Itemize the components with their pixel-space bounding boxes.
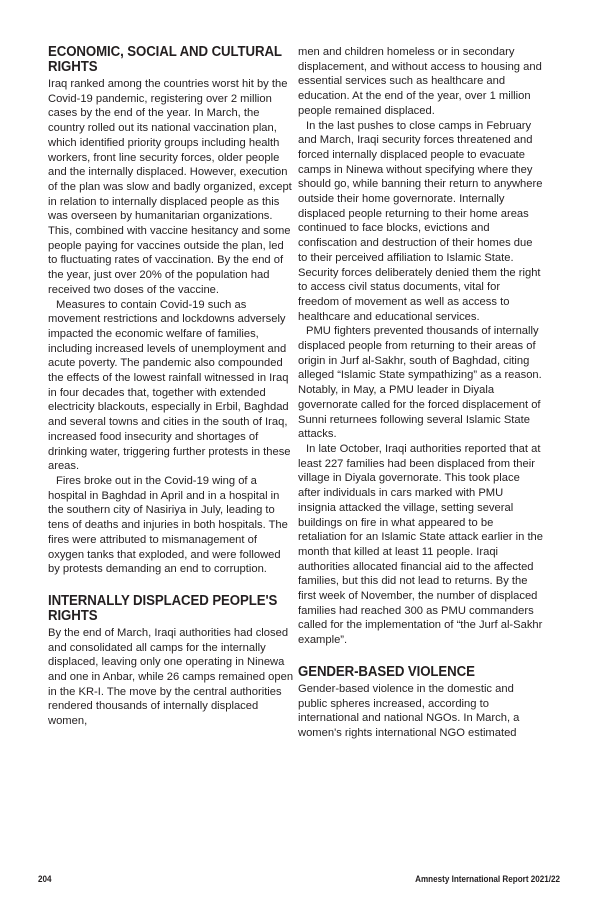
section-heading-idp-rights: INTERNALLY DISPLACED PEOPLE'S RIGHTS <box>48 592 278 624</box>
running-title: Amnesty International Report 2021/22 <box>415 874 560 884</box>
section-heading-gender-violence: GENDER-BASED VIOLENCE <box>298 663 475 680</box>
body-paragraph: Gender-based violence in the domestic and public spheres increased, according to international and national NGOs. In March, a women's rights international NGO estimated <box>298 682 520 739</box>
body-paragraph: Measures to contain Covid-19 such as movement restrictions and lockdowns adversely impacted the economic welfare of families, including increased levels of unemployment and acute poverty. The pandemic also compounded the effects of the lowest rainfall witnessed in Iraq in four decades that, together with extended electricity blackouts, especially in Erbil, Baghdad and several towns and cities in the south of Iraq, increased food insecurity and shortages of drinking water, triggering further protests in these areas. <box>48 298 291 473</box>
body-paragraph: Iraq ranked among the countries worst hit by the Covid-19 pandemic, registering over 2 million cases by the end of the year. In March, the country rolled out its national vaccination plan, which identified priority groups including health workers, front line security forces, older people and the internally displaced. However, execution of the plan was slow and badly organized, except in relation to internally displaced people as this was overseen by humanitarian organizations. This, combined with vaccine hesitancy and some people paying for vaccines outside the plan, led to fluctuating rates of vaccination. By the end of the year, just over 20% of the population had received two doses of the vaccine. <box>48 78 292 296</box>
body-paragraph: In the last pushes to close camps in February and March, Iraqi security forces threatened and forced internally displaced people to evacuate camps in Ninewa without specifying where they should go, while banning their return to anywhere outside their home governorate. Internally displaced people returning to their home areas continued to face blocks, evictions and confiscation and destruction of their homes due to their perceived affiliation to Islamic State. Security forces deliberately denied them the right to access civil status documents, vital for freedom of movement as well as access to healthcare and educational services. <box>298 119 543 323</box>
body-paragraph: men and children homeless or in secondary displacement, and without access to housing and essential services such as healthcare and education. At the end of the year, over 1 million people remained displaced. <box>298 46 542 117</box>
page-number: 204 <box>38 874 52 884</box>
section-heading-economic-rights: ECONOMIC, SOCIAL AND CULTURAL RIGHTS <box>48 44 282 75</box>
body-paragraph: PMU fighters prevented thousands of internally displaced people from returning to their areas of origin in Jurf al-Sakhr, south of Baghdad, citing alleged “Islamic State sympathizing” as a reason. Notably, in May, a PMU leader in Diyala governorate called for the forced displacement of Sunni returnees following several Islamic State attacks. <box>298 325 542 441</box>
right-column <box>298 45 544 741</box>
body-paragraph: In late October, Iraqi authorities reported that at least 227 families had been displaced from their village in Diyala governorate. This took place after individuals in cars marked with PMU insignia attacked the village, setting several buildings on fire in what appeared to be retaliation for an Islamic State attack earlier in the month that killed at least 11 people. Iraqi authorities allocated financial aid to the affected families, but this did not lead to returns. By the first week of November, the number of displaced families had reached 300 as PMU commanders called for the implementation of “the Jurf al-Sakhr example”. <box>298 442 543 647</box>
body-paragraph: By the end of March, Iraqi authorities had closed and consolidated all camps for the internally displaced, leaving only one operating in Ninewa and one in Anbar, while 26 camps remained open in the KR-I. The move by the central authorities rendered thousands of internally displaced women, <box>48 626 294 728</box>
left-column <box>48 45 294 729</box>
body-paragraph: Fires broke out in the Covid-19 wing of a hospital in Baghdad in April and in a hospital in the southern city of Nasiriya in July, leading to tens of deaths and injuries in both hospitals. The fires were attributed to mismanagement of oxygen tanks that exploded, and were followed by protests demanding an end to corruption. <box>48 474 288 576</box>
